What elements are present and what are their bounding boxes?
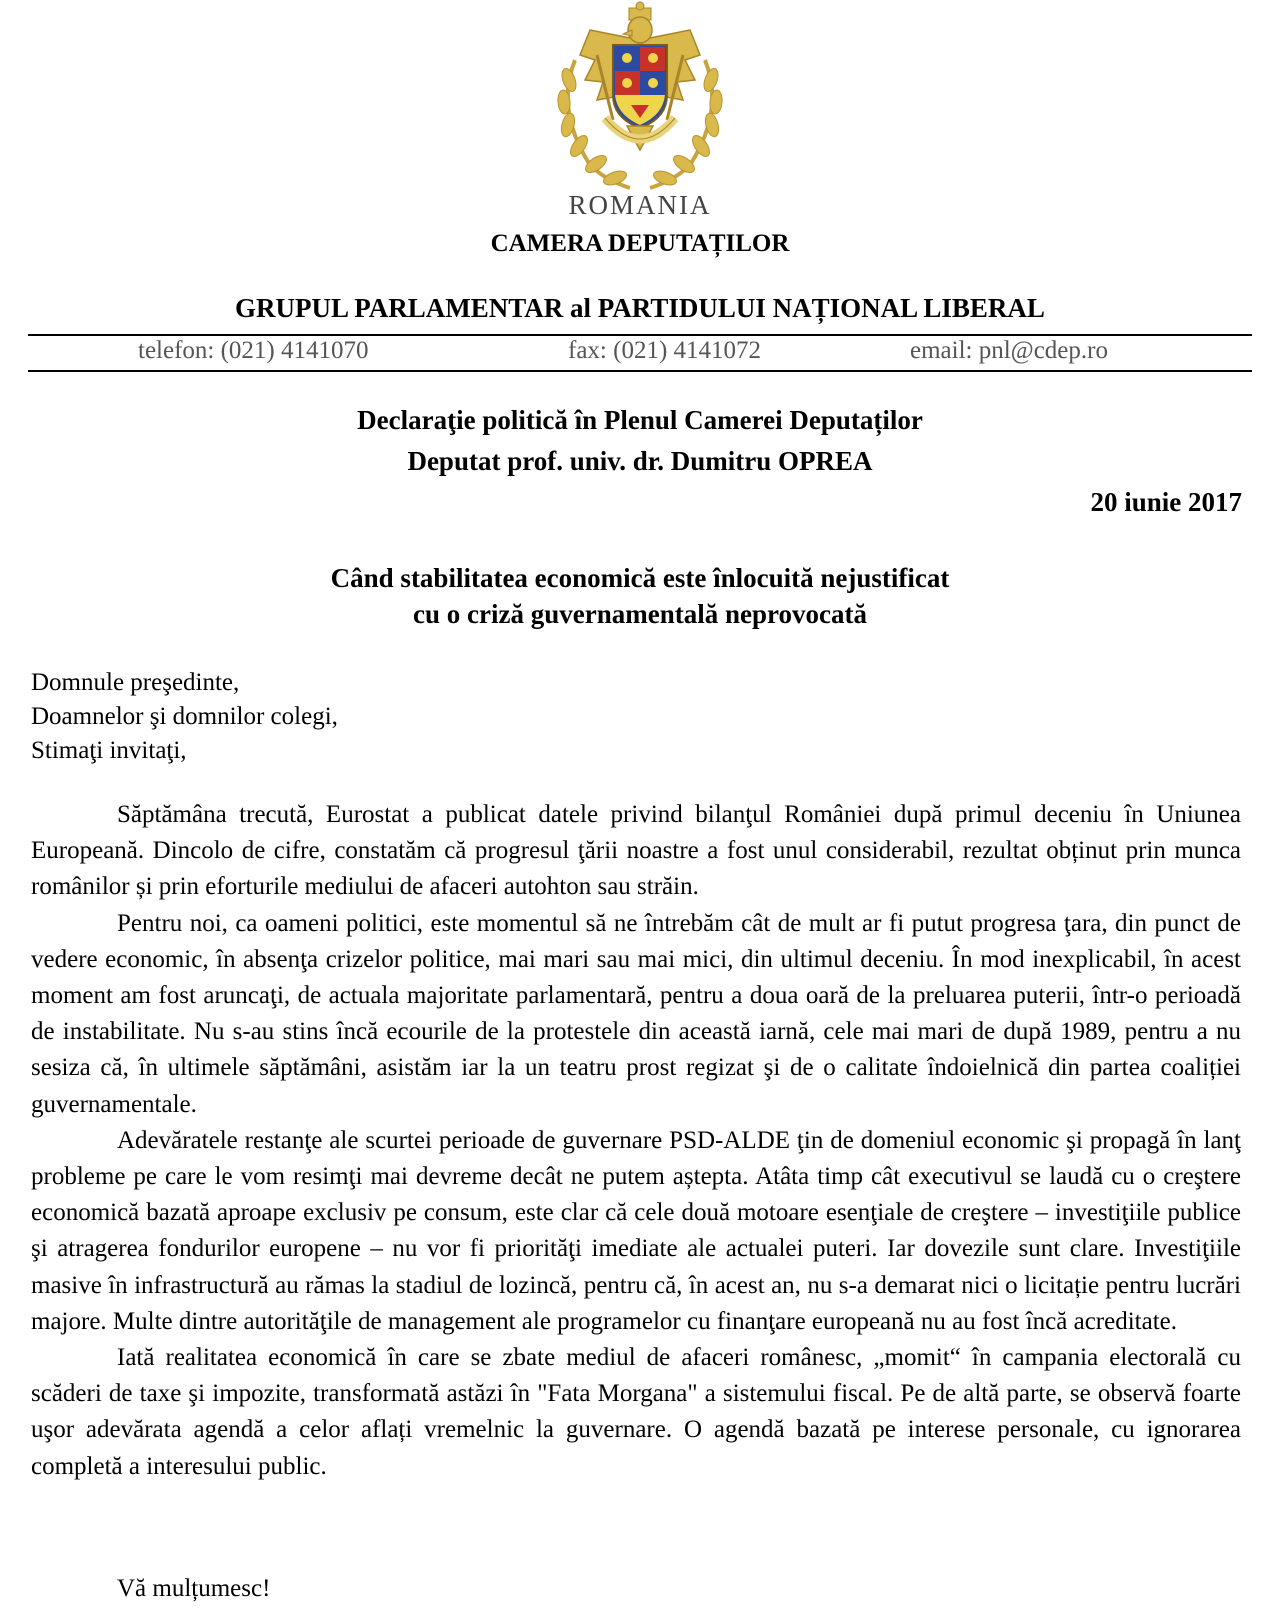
speech-body — [31, 797, 1241, 1485]
greeting-colleagues: Doamnelor şi domnilor colegi, — [31, 703, 338, 730]
contact-phone: telefon: (021) 4141070 — [138, 337, 369, 364]
eagle-emblem-icon — [535, 0, 745, 200]
declaration-date: 20 iunie 2017 — [1090, 487, 1242, 517]
body-paragraph: Săptămâna trecută, Eurostat a publicat datele privind bilanţul României după primul deceniu în Uniunea Europeană. Dincolo de cifre, constatăm că progresul ţării noastre a fost unul considerabil, rezultat obținut prin munca românilor și prin eforturile mediului de afaceri autohton sau străin. — [31, 801, 1241, 901]
emblem-country-label: ROMANIA — [568, 190, 712, 220]
closing-thanks: Vă mulțumesc! — [117, 1575, 271, 1602]
declaration-author: Deputat prof. univ. dr. Dumitru OPREA — [407, 446, 873, 476]
speech-title-line-2: cu o criză guvernamentală neprovocată — [413, 599, 867, 629]
declaration-heading: Declaraţie politică în Plenul Camerei Deputaților — [357, 405, 923, 435]
header-divider-top — [28, 334, 1252, 336]
header-divider-bottom — [28, 370, 1252, 372]
contact-email: email: pnl@cdep.ro — [910, 337, 1108, 364]
chamber-coat-of-arms — [535, 0, 745, 230]
body-paragraph: Pentru noi, ca oameni politici, este momentul să ne întrebăm cât de mult ar fi putut progresa ţara, din punct de vedere economic, în absenţa crizelor politice, mai mari sau mai mici, din ultimul deceniu. În mod inexplicabil, în acest moment am fost aruncaţi, de actuala majoritate parlamentară, pentru a doua oară de la preluarea puterii, într-o perioadă de instabilitate. Nu s-au stins încă ecourile de la protestele din această iarnă, cele mai mari de după 1989, pentru a nu sesiza că, în ultimele săptămâni, asistăm iar la un teatru prost regizat şi de o calitate îndoielnică din partea coaliției guvernamentale. — [31, 909, 1241, 1118]
greeting-president: Domnule preşedinte, — [31, 669, 240, 696]
body-paragraph: Iată realitatea economică în care se zbate mediul de afaceri românesc, „momit“ în campania electorală cu scăderi de taxe şi impozite, transformată astăzi în "Fata Morgana" a sistemului fiscal. Pe de altă parte, se observă foarte uşor adevărata agendă a celor aflați vremelnic la guvernare. O agendă bazată pe interese personale, cu ignorarea completă a interesului public. — [31, 1344, 1241, 1480]
speech-title-line-1: Când stabilitatea economică este înlocuită nejustificat — [330, 563, 950, 593]
parliamentary-group: GRUPUL PARLAMENTAR al PARTIDULUI NAȚIONAL LIBERAL — [235, 293, 1045, 323]
contact-fax: fax: (021) 4141072 — [568, 337, 762, 364]
chamber-name: CAMERA DEPUTAȚILOR — [490, 230, 790, 257]
body-paragraph: Adevăratele restanţe ale scurtei perioade de guvernare PSD-ALDE ţin de domeniul economic şi propagă în lanţ probleme pe care le vom resimţi mai devreme decât ne putem aștepta. Atâta timp cât executivul se laudă cu o creştere economică bazată aproape exclusiv pe consum, este clar că cele două motoare esenţiale de creştere – investiţiile publice şi atragerea fondurilor europene – nu vor fi priorităţi imediate ale actualei puteri. Iar dovezile sunt clare. Investiţiile masive în infrastructură au rămas la stadiul de lozincă, pentru că, în acest an, nu s-a demarat nici o licitație pentru lucrări majore. Multe dintre autorităţile de management ale programelor cu finanţare europeană nu au fost încă acreditate. — [31, 1126, 1241, 1335]
greeting-guests: Stimaţi invitaţi, — [31, 737, 187, 764]
